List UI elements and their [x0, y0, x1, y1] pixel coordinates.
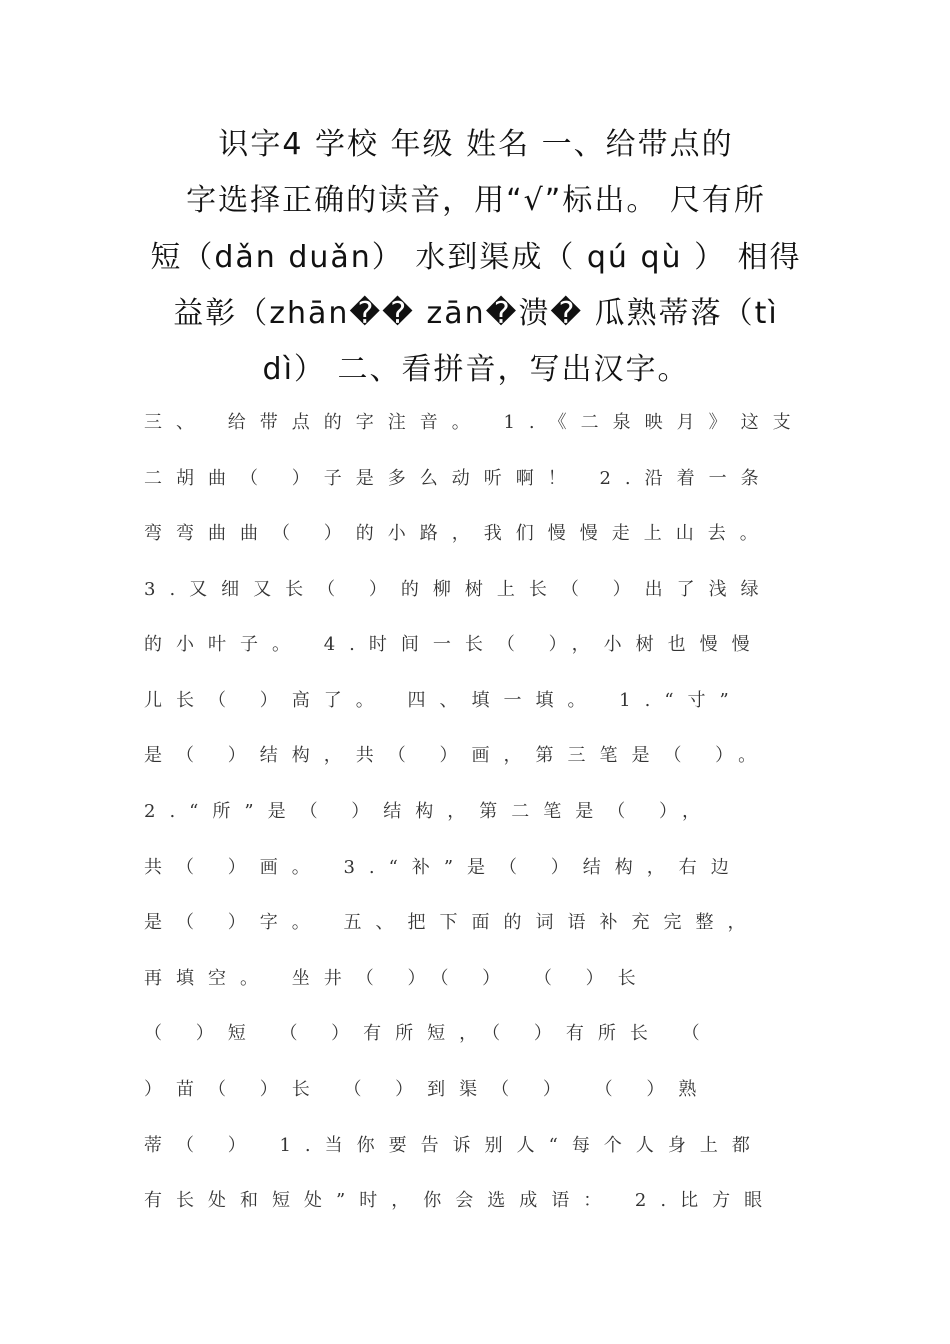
body-line-7: 是（ ）结构，共（ ）画，第三笔是（ ）。 — [144, 745, 771, 766]
body-line-12: （ ）短 （ ）有所短，（ ）有所长 （ — [144, 1023, 714, 1044]
body-line-3: 弯弯曲曲（ ）的小路，我们慢慢走上山去。 — [144, 523, 772, 544]
heading-line-5: dì） 二、看拼音，写出汉字。 — [262, 352, 690, 387]
body-line-13: ）苗（ ）长 （ ）到渠（ ） （ ）熟 — [144, 1079, 711, 1100]
body-line-6: 儿长（ ）高了。 四、填一填。 1.“寸” — [144, 690, 743, 711]
body-line-11: 再填空。 坐井（ ）（ ） （ ）长 — [144, 968, 650, 989]
body-line-4: 3.又细又长（ ）的柳树上长（ ）出了浅绿 — [144, 579, 773, 600]
heading-line-1: 识字4 学校 年级 姓名 一、给带点的 — [218, 127, 734, 162]
body-line-10: 是（ ）字。 五、把下面的词语补充完整， — [144, 912, 760, 933]
heading-line-3: 短（dǎn duǎn） 水到渠成（ qú qù ） 相得 — [150, 240, 802, 275]
body-line-1: 三、 给带点的字注音。 1.《二泉映月》这支 — [144, 412, 805, 433]
body-line-9: 共（ ）画。 3.“补”是（ ）结构，右边 — [144, 857, 743, 878]
body-line-5: 的小叶子。 4.时间一长（ ），小树也慢慢 — [144, 634, 764, 655]
heading-line-2: 字选择正确的读音，用“√”标出。 尺有所 — [186, 183, 766, 218]
heading-line-4: 益彰（zhān�� zān�溃� 瓜熟蒂落（tì — [173, 296, 779, 331]
body-line-2: 二胡曲（ ）子是多么动听啊！ 2.沿着一条 — [144, 468, 773, 489]
body-line-8: 2.“所”是（ ）结构，第二笔是（ ）， — [144, 801, 715, 822]
body-line-14: 蒂（ ） 1.当你要告诉别人“每个人身上都 — [144, 1135, 764, 1156]
body-line-15: 有长处和短处”时，你会选成语： 2.比方眼 — [144, 1190, 777, 1211]
